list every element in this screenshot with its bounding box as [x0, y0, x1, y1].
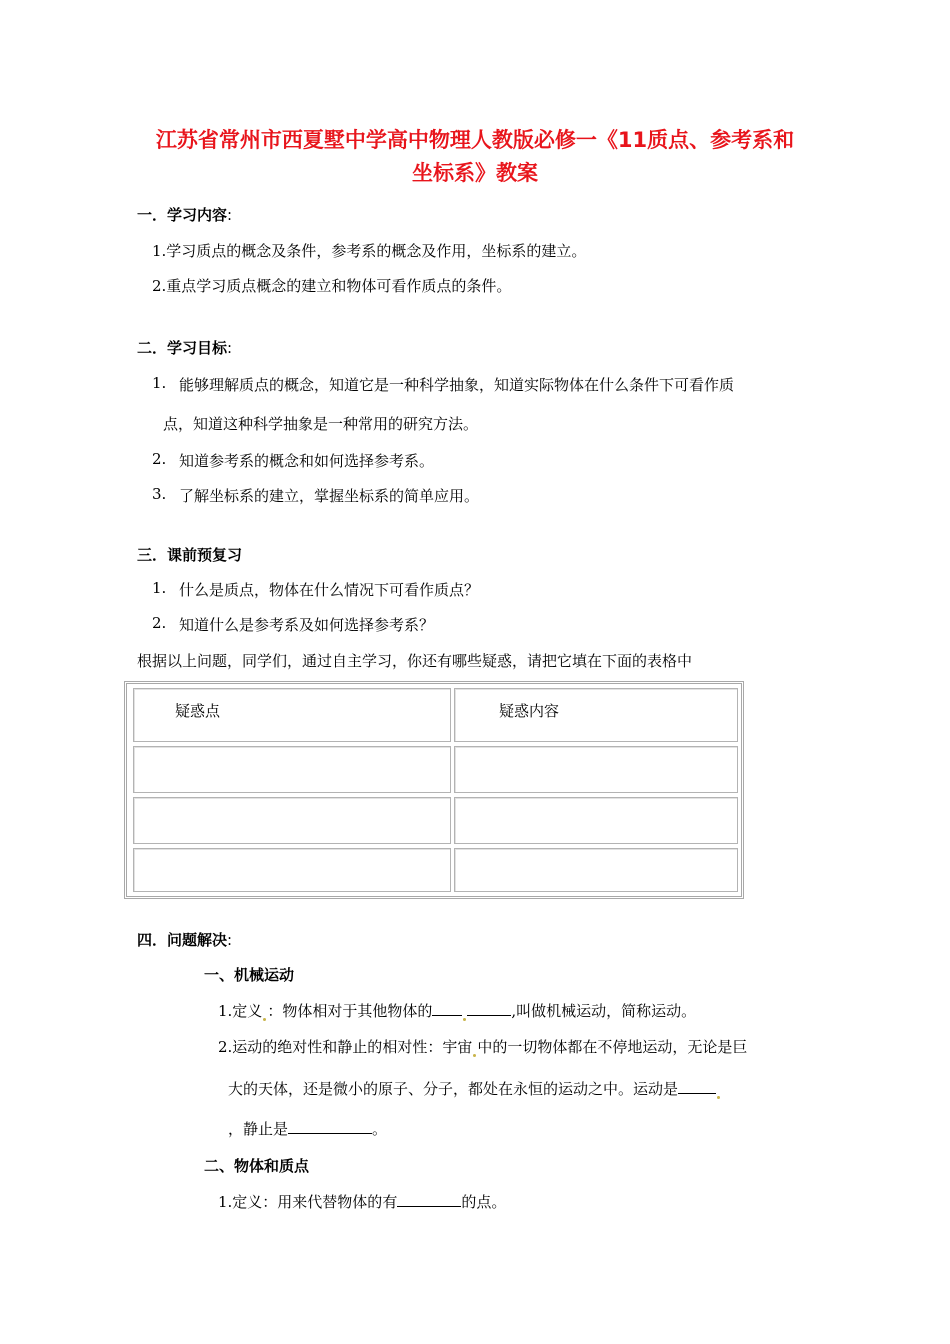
table-cell-r3-c2[interactable] [454, 848, 738, 892]
fill-blank[interactable] [678, 1077, 716, 1094]
section-1-colon: : [227, 206, 233, 224]
annotation-dot [473, 1054, 476, 1057]
title-line-2: 坐标系》教案 [412, 161, 538, 185]
section-4-heading-text: 四．问题解决 [137, 931, 228, 949]
annotation-dot [717, 1096, 720, 1099]
subsection-object-particle-heading: 二、物体和质点 [204, 1157, 310, 1175]
section-1-heading-text: 一．学习内容 [137, 206, 228, 224]
table-cell-r2-c1[interactable] [133, 797, 451, 844]
table-cell-r3-c1[interactable] [133, 848, 451, 892]
section-4-heading [137, 929, 232, 950]
section-2-colon: : [227, 339, 233, 357]
table-header-doubt-content: 疑惑内容 [499, 702, 560, 720]
section-2-item-1-line-2: 点，知道这种科学抽象是一种常用的研究方法。 [163, 415, 479, 433]
section-2-heading [137, 337, 232, 358]
definition-tail: ,叫做机械运动，简称运动。 [511, 1002, 697, 1020]
relativity-text-e: 。 [372, 1120, 388, 1138]
fill-blank[interactable] [288, 1117, 372, 1134]
table-cell-r1-c2[interactable] [454, 746, 738, 793]
fill-blank[interactable] [397, 1190, 461, 1207]
particle-definition [218, 1190, 506, 1212]
relativity-text-c: 大的天体，还是微小的原子、分子，都处在永恒的运动之中。运动是 [228, 1080, 679, 1098]
section-2-item-2-num: 2. [152, 450, 167, 468]
table-cell-r2-c2[interactable] [454, 797, 738, 844]
relativity-text-a: 2.运动的绝对性和静止的相对性：宇宙 [218, 1038, 473, 1056]
relativity-text-b: 中的一切物体都在不停地运动，无论是巨 [477, 1038, 748, 1056]
doubts-table [124, 681, 744, 899]
table-header-cell-2 [454, 688, 738, 742]
section-1-item-1: 1.学习质点的概念及条件，参考系的概念及作用，坐标系的建立。 [152, 242, 587, 260]
definition-text: ：物体相对于其他物体的 [267, 1002, 433, 1020]
section-2-heading-text: 二．学习目标 [137, 339, 228, 357]
annotation-dot [463, 1018, 466, 1021]
section-3-item-2: 知道什么是参考系及如何选择参考系？ [179, 616, 435, 634]
section-2-item-3: 了解坐标系的建立，掌握坐标系的简单应用。 [179, 487, 480, 505]
document-title [0, 124, 950, 187]
particle-definition-text: 1.定义：用来代替物体的有 [218, 1193, 398, 1211]
subsection-mechanical-motion-heading: 一、机械运动 [204, 966, 295, 984]
motion-relativity-line-2 [228, 1077, 721, 1099]
section-2-item-2: 知道参考系的概念和如何选择参考系。 [179, 452, 435, 470]
annotation-dot [263, 1018, 266, 1021]
section-3-item-1: 什么是质点，物体在什么情况下可看作质点？ [179, 581, 480, 599]
section-3-item-2-num: 2. [152, 614, 167, 632]
section-1-item-2: 2.重点学习质点概念的建立和物体可看作质点的条件。 [152, 277, 512, 295]
particle-definition-tail: 的点。 [461, 1193, 507, 1211]
motion-relativity-line-3 [228, 1117, 387, 1139]
section-1-heading [137, 204, 232, 225]
section-2-item-3-num: 3. [152, 485, 167, 503]
table-header-doubt-point: 疑惑点 [175, 702, 221, 720]
title-line-1: 江苏省常州市西夏墅中学高中物理人教版必修一《11质点、参考系和 [155, 128, 795, 152]
fill-blank[interactable] [432, 999, 462, 1016]
section-2-item-1-num: 1. [152, 374, 167, 392]
section-3-note: 根据以上问题，同学们，通过自主学习，你还有哪些疑惑，请把它填在下面的表格中 [137, 652, 693, 670]
table-cell-r1-c1[interactable] [133, 746, 451, 793]
section-2-item-1-line-1: 能够理解质点的概念，知道它是一种科学抽象，知道实际物体在什么条件下可看作质 [179, 376, 735, 394]
section-3-item-1-num: 1. [152, 579, 167, 597]
definition-label: 1.定义 [218, 1002, 263, 1020]
mechanical-motion-definition [218, 999, 696, 1021]
section-4-colon: : [227, 931, 233, 949]
motion-relativity-line-1 [218, 1036, 747, 1057]
fill-blank[interactable] [467, 999, 511, 1016]
relativity-text-d: ，静止是 [228, 1120, 289, 1138]
section-3-heading: 三．课前预复习 [137, 546, 243, 564]
